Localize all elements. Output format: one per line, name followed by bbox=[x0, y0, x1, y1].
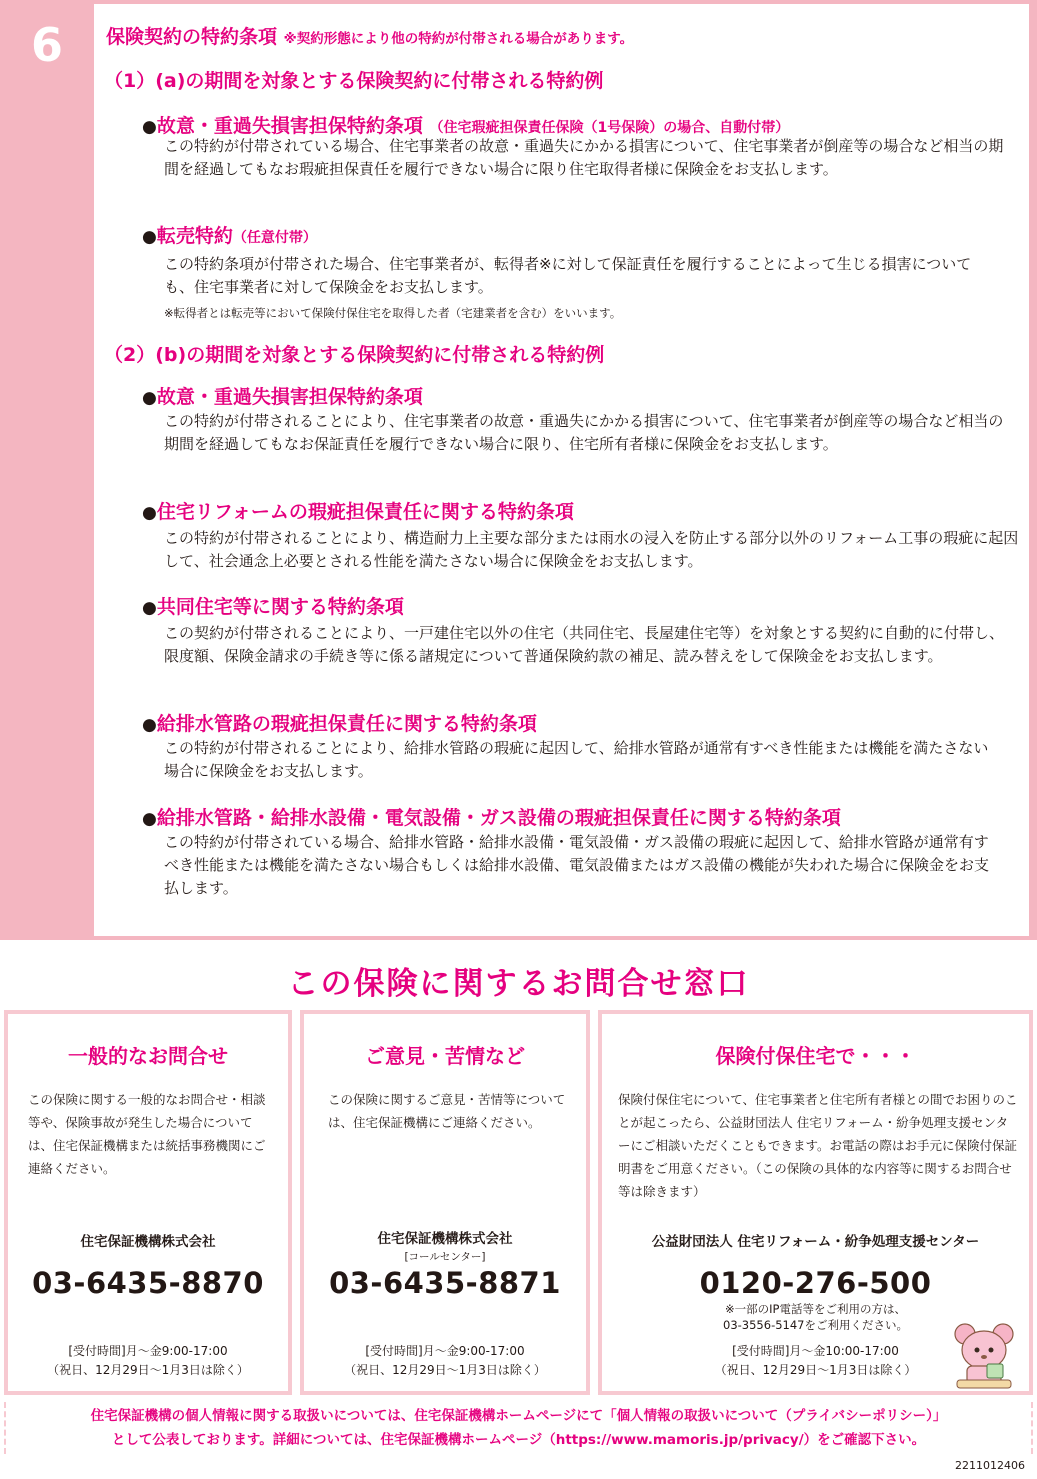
box2-org: 住宅保証機構株式会社 bbox=[377, 1231, 513, 1247]
box3-note-line1: ※一部のIP電話等をご利用の方は、 bbox=[725, 1302, 906, 1316]
section-title-text: 保険契約の特約条項 bbox=[106, 26, 278, 48]
document-number: 2211012406 bbox=[955, 1459, 1025, 1472]
box2-sub: [コールセンター] bbox=[404, 1251, 486, 1263]
item5-title: 共同住宅等に関する特約条項 bbox=[156, 596, 404, 618]
box3-phone[interactable]: 0120-276-500 bbox=[699, 1266, 932, 1300]
item6-title: 給排水管路の瑕疵担保責任に関する特約条項 bbox=[156, 713, 537, 735]
box1-phone[interactable]: 03-6435-8870 bbox=[32, 1266, 264, 1300]
item2-footnote: ※転得者とは転売等において保険付保住宅を取得した者（宅建業者を含む）をいいます。 bbox=[164, 306, 622, 320]
box2-hours bbox=[304, 1342, 586, 1380]
contact-box-general bbox=[4, 1010, 292, 1395]
item6-body: この特約が付帯されることにより、給排水管路の瑕疵に起因して、給排水管路が通常有すべき性能または機能を満たさない場合に保険金をお支払します。 bbox=[164, 739, 989, 780]
item3-heading bbox=[142, 382, 423, 409]
box2-hours-line2: （祝日、12月29日～1月3日は除く） bbox=[344, 1363, 546, 1377]
mascot-icon bbox=[953, 1320, 1015, 1390]
item7-heading bbox=[142, 803, 841, 830]
box2-hours-line1: [受付時間]月～金9:00-17:00 bbox=[365, 1344, 525, 1358]
item6-heading bbox=[142, 709, 537, 736]
section-number: 6 bbox=[30, 18, 63, 72]
bullet-icon: ● bbox=[142, 598, 157, 618]
item3-body: この特約が付帯されることにより、住宅事業者の故意・重過失にかかる損害について、住宅事業者が倒産等の場合など相当の期間を経過してもなお保証責任を履行できない場合に限り、住宅所有者様に保険金をお支払します。 bbox=[164, 412, 1004, 453]
privacy-line2[interactable]: として公表しております。詳細については、住宅保証機構ホームページ（https://www.mamoris.jp/privacy/）をご確認下さい。 bbox=[111, 1432, 926, 1448]
item1-note: （住宅瑕疵担保責任保険（1号保険）の場合、自動付帯） bbox=[429, 120, 790, 136]
item7-title: 給排水管路・給排水設備・電気設備・ガス設備の瑕疵担保責任に関する特約条項 bbox=[156, 807, 841, 829]
contact-heading: この保険に関するお問合せ窓口 bbox=[287, 966, 750, 1002]
bullet-icon: ● bbox=[142, 227, 157, 247]
item2-title: 転売特約 bbox=[156, 225, 233, 247]
contact-box-dispute bbox=[598, 1010, 1033, 1395]
box1-hours-line1: [受付時間]月～金9:00-17:00 bbox=[68, 1344, 228, 1358]
box1-title: 一般的なお問合せ bbox=[68, 1044, 228, 1068]
item1-body: この特約が付帯されている場合、住宅事業者の故意・重過失にかかる損害について、住宅事業者が倒産等の場合など相当の期間を経過してもなお瑕疵担保責任を履行できない場合に限り住宅取得者様に保険金をお支払します。 bbox=[164, 137, 1004, 178]
item2-heading bbox=[142, 221, 317, 248]
box3-org: 公益財団法人 住宅リフォーム・紛争処理支援センター bbox=[651, 1234, 980, 1250]
box2-phone[interactable]: 03-6435-8871 bbox=[329, 1266, 561, 1300]
bullet-icon: ● bbox=[142, 388, 157, 408]
bullet-icon: ● bbox=[142, 117, 157, 137]
bullet-icon: ● bbox=[142, 503, 157, 523]
item2-note: （任意付帯） bbox=[232, 230, 317, 246]
item3-title: 故意・重過失損害担保特約条項 bbox=[156, 386, 423, 408]
box3-title: 保険付保住宅で・・・ bbox=[715, 1044, 916, 1068]
subheading-1: （1）(a)の期間を対象とする保険契約に付帯される特約例 bbox=[104, 70, 604, 92]
box3-note-line2: 03-3556-5147をご利用ください。 bbox=[723, 1318, 908, 1332]
privacy-line1: 住宅保証機構の個人情報に関する取扱いについては、住宅保証機構ホームページにて「個人情報の取扱いについて（プライバシーポリシー）」 bbox=[90, 1408, 947, 1424]
item2-body: この特約条項が付帯された場合、住宅事業者が、転得者※に対して保証責任を履行することによって生じる損害についても、住宅事業者に対して保険金をお支払します。 bbox=[164, 255, 972, 296]
box1-hours bbox=[8, 1342, 288, 1380]
item1-heading bbox=[142, 111, 789, 138]
box2-desc: この保険に関するご意見・苦情等については、住宅保証機構にご連絡ください。 bbox=[328, 1092, 566, 1130]
bullet-icon: ● bbox=[142, 715, 157, 735]
item4-body: この特約が付帯されることにより、構造耐力上主要な部分または雨水の浸入を防止する部分以外のリフォーム工事の瑕疵に起因して、社会通念上必要とされる性能を満たさない場合に保険金をお支払します。 bbox=[164, 529, 1019, 570]
box2-title: ご意見・苦情など bbox=[365, 1044, 525, 1068]
item4-heading bbox=[142, 497, 574, 524]
item7-body: この特約が付帯されている場合、給排水管路・給排水設備・電気設備・ガス設備の瑕疵に起因して、給排水管路が通常有すべき性能または機能を満たさない場合もしくは給排水設備、電気設備またはガス設備の機能が失われた場合に保険金をお支払します。 bbox=[164, 833, 990, 897]
item1-title: 故意・重過失損害担保特約条項 bbox=[156, 115, 423, 137]
item5-body: この契約が付帯されることにより、一戸建住宅以外の住宅（共同住宅、長屋建住宅等）を対象とする契約に自動的に付帯し、限度額、保険金請求の手続き等に係る諸規定について普通保険約款の補足、読み替えをして保険金をお支払します。 bbox=[164, 624, 1005, 665]
bullet-icon: ● bbox=[142, 809, 157, 829]
contact-box-complaints bbox=[300, 1010, 590, 1395]
box1-hours-line2: （祝日、12月29日～1月3日は除く） bbox=[47, 1363, 249, 1377]
subheading-2: （2）(b)の期間を対象とする保険契約に付帯される特約例 bbox=[104, 344, 605, 366]
box3-hours-line2: （祝日、12月29日～1月3日は除く） bbox=[714, 1363, 917, 1377]
box3-desc: 保険付保住宅について、住宅事業者と住宅所有者様との間でお困りのことが起こったら、公益財団法人 住宅リフォーム・紛争処理支援センターにご相談いただくこともできます。お電話の際はお手元に保険付保証明書をご用意ください。（この保険の具体的な内容等に関するお問合せ等は除きます） bbox=[618, 1092, 1018, 1199]
box3-hours-line1: [受付時間]月～金10:00-17:00 bbox=[732, 1344, 899, 1358]
item5-heading bbox=[142, 592, 404, 619]
section-title-note: ※契約形態により他の特約が付帯される場合があります。 bbox=[283, 31, 634, 47]
item4-title: 住宅リフォームの瑕疵担保責任に関する特約条項 bbox=[156, 501, 574, 523]
box1-org: 住宅保証機構株式会社 bbox=[80, 1234, 216, 1250]
privacy-notice bbox=[0, 1404, 1037, 1452]
section-title bbox=[106, 22, 633, 49]
box1-desc: この保険に関する一般的なお問合せ・相談等や、保険事故が発生した場合については、住宅保証機構または統括事務機関にご連絡ください。 bbox=[28, 1092, 266, 1176]
